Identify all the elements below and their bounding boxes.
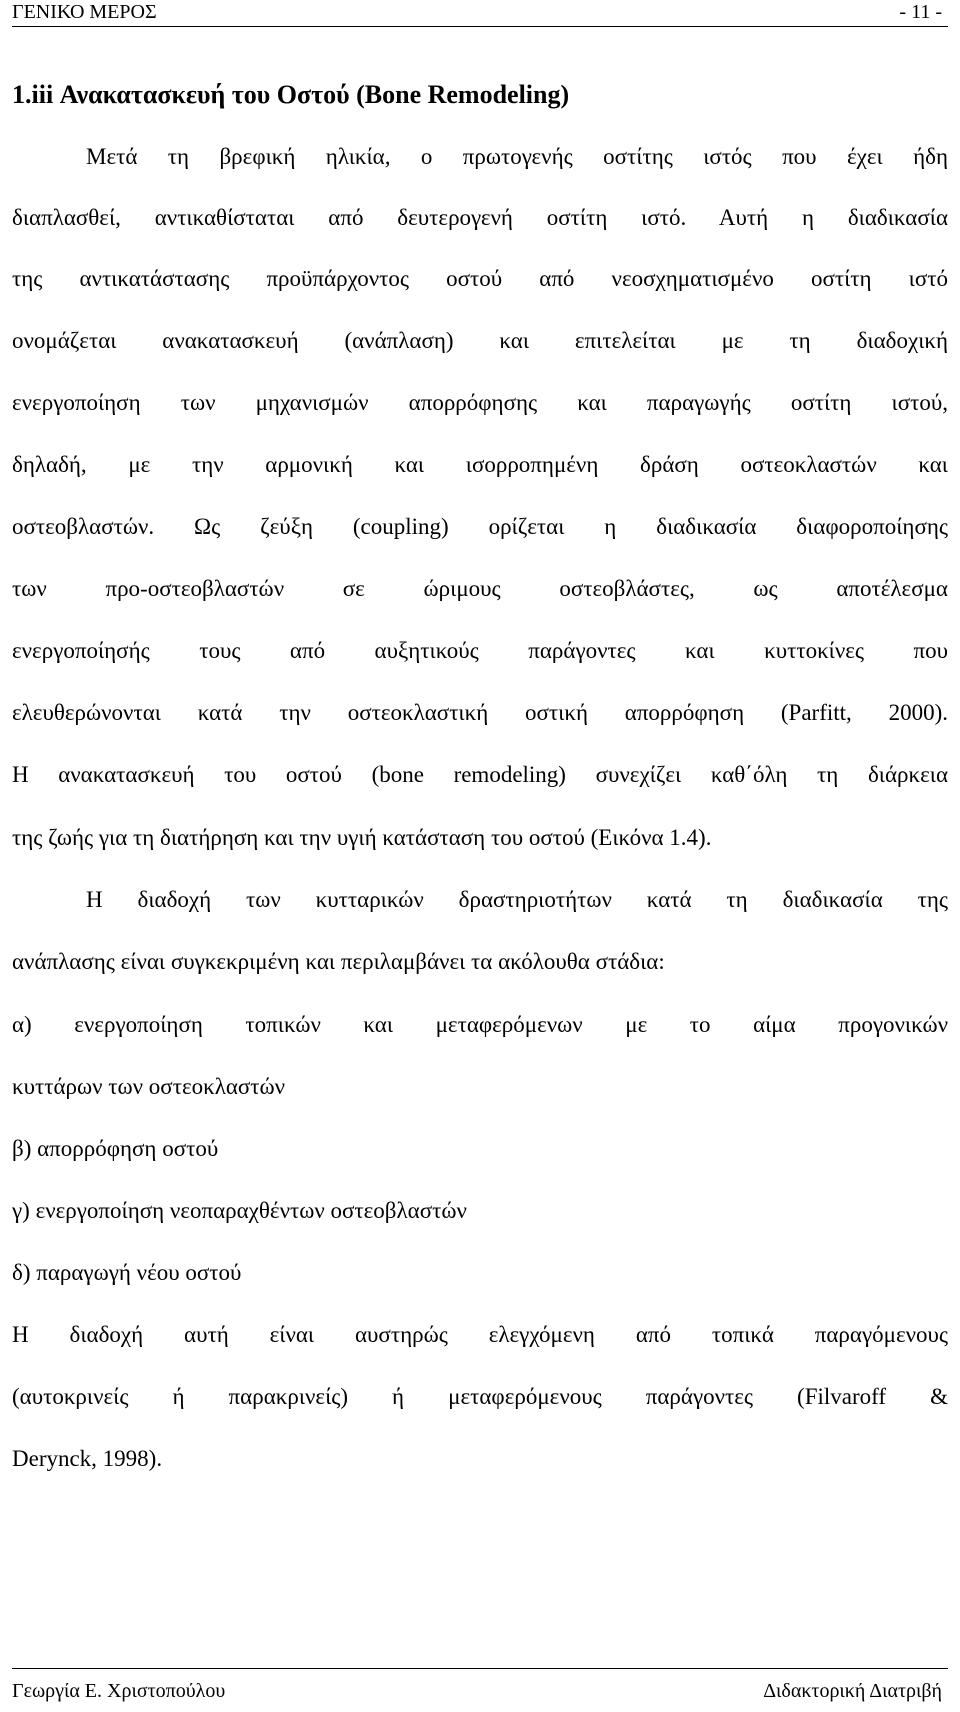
text-line: Η ανακατασκευή του οστού (bone remodeling) συνεχίζει καθ΄όλη τη διάρκεια (12, 762, 948, 787)
text-line: α) ενεργοποίηση τοπικών και μεταφερόμενων με το αίμα προγονικών (12, 1012, 948, 1037)
text-line: της ζωής για τη διατήρηση και την υγιή κατάσταση του οστού (Εικόνα 1.4). (12, 825, 712, 850)
footer-author: Γεωργία Ε. Χριστοπούλου (12, 1680, 226, 1702)
header-page-number: - 11 - (899, 1, 942, 23)
text-line: ανάπλασης είναι συγκεκριμένη και περιλαμβάνει τα ακόλουθα στάδια: (12, 949, 665, 974)
text-line: της αντικατάστασης προϋπάρχοντος οστού από νεοσχηματισμένο οστίτη ιστό (12, 266, 948, 291)
section-title: 1.iii Ανακατασκευή του Οστού (Bone Remodeling) (12, 80, 570, 109)
text-line: Derynck, 1998). (12, 1446, 163, 1471)
text-line: Μετά τη βρεφική ηλικία, ο πρωτογενής οστίτης ιστός που έχει ήδη (86, 144, 948, 169)
text-line: οστεοβλαστών. Ως ζεύξη (coupling) ορίζεται η διαδικασία διαφοροποίησης (12, 514, 948, 539)
text-line: δηλαδή, με την αρμονική και ισορροπημένη δράση οστεοκλαστών και (12, 452, 948, 477)
text-line: β) απορρόφηση οστού (12, 1136, 219, 1161)
header-section-label: ΓΕΝΙΚΟ ΜΕΡΟΣ (12, 1, 157, 23)
text-line: ενεργοποίηση των μηχανισμών απορρόφησης και παραγωγής οστίτη ιστού, (12, 390, 948, 415)
text-line: Η διαδοχή αυτή είναι αυστηρώς ελεγχόμενη από τοπικά παραγόμενους (12, 1322, 948, 1347)
text-line: (αυτοκρινείς ή παρακρινείς) ή μεταφερόμενους παράγοντες (Filvaroff & (12, 1384, 948, 1409)
text-line: ονομάζεται ανακατασκευή (ανάπλαση) και επιτελείται με τη διαδοχική (12, 328, 948, 353)
text-line: διαπλασθεί, αντικαθίσταται από δευτερογενή οστίτη ιστό. Αυτή η διαδικασία (12, 205, 948, 230)
text-line: γ) ενεργοποίηση νεοπαραχθέντων οστεοβλαστών (12, 1198, 467, 1223)
footer-document-type: Διδακτορική Διατριβή (763, 1680, 942, 1702)
page-footer (12, 1668, 948, 1705)
text-line: ενεργοποίησής τους από αυξητικούς παράγοντες και κυττοκίνες που (12, 638, 948, 663)
text-line: των προ-οστεοβλαστών σε ώριμους οστεοβλάστες, ως αποτέλεσμα (12, 576, 948, 601)
text-line: ελευθερώνονται κατά την οστεοκλαστική οστική απορρόφηση (Parfitt, 2000). (12, 700, 948, 725)
text-line: Η διαδοχή των κυτταρικών δραστηριοτήτων κατά τη διαδικασία της (86, 887, 948, 912)
text-line: δ) παραγωγή νέου οστού (12, 1260, 242, 1285)
text-line: κυττάρων των οστεοκλαστών (12, 1074, 286, 1099)
page-header (12, 0, 948, 27)
